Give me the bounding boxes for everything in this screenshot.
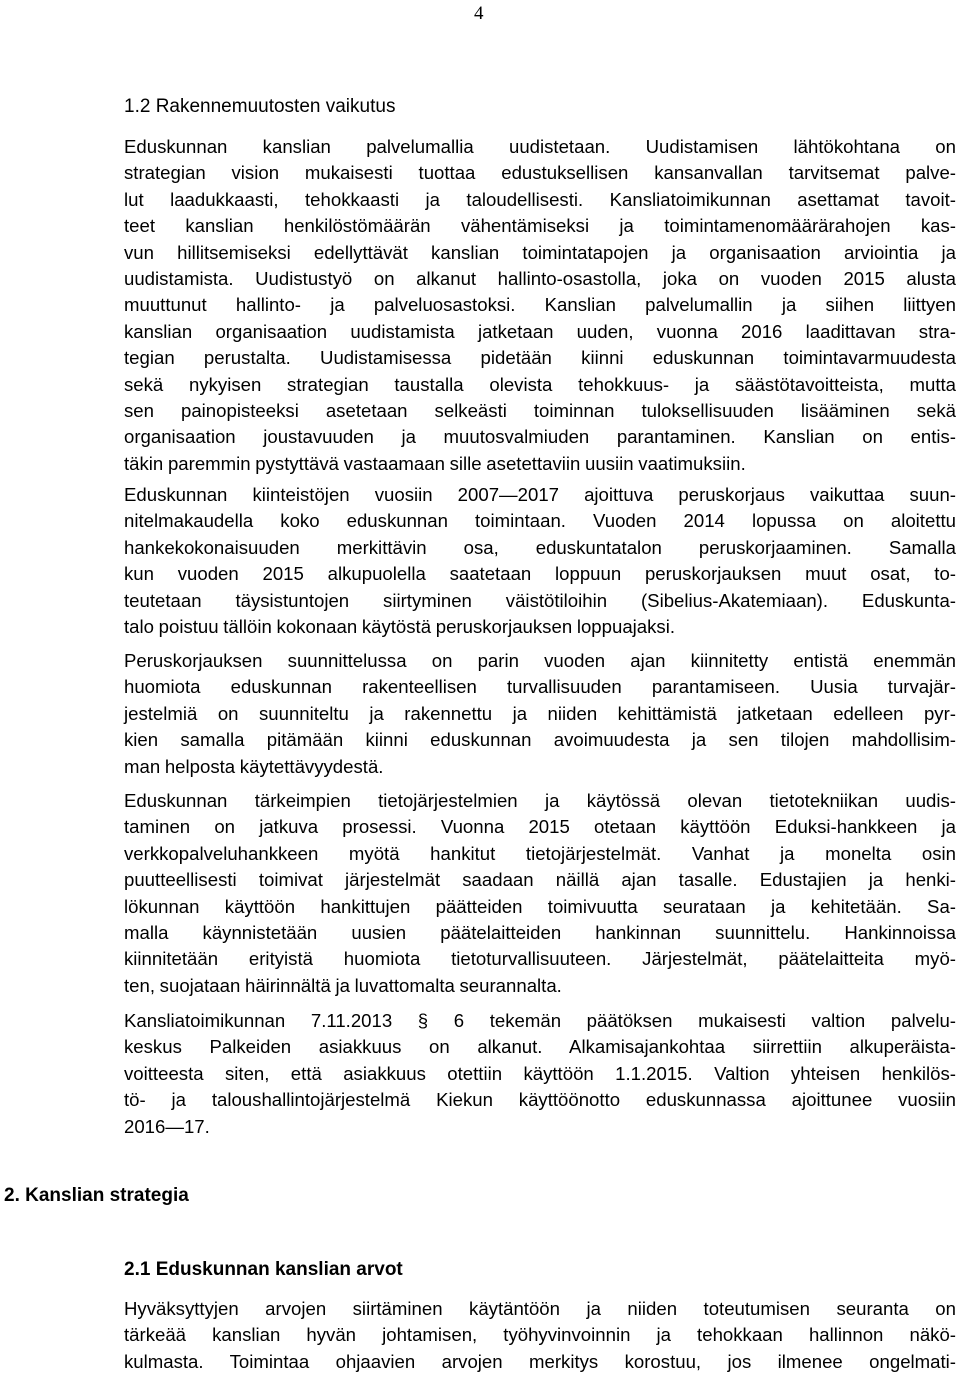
text-line: Eduskunnan tärkeimpien tietojärjestelmien ja käytössä olevan tietotekniikan uudis- (124, 790, 956, 811)
text-line: jestelmiä on suunniteltu ja rakennettu ja niiden kehittämistä jatketaan edelleen pyr- (124, 702, 956, 724)
paragraph (124, 648, 956, 780)
text-line: Eduskunnan kanslian palvelumallia uudistetaan. Uudistamisen lähtökohtana on (124, 136, 956, 157)
section-heading-1-2: 1.2 Rakennemuutosten vaikutus (124, 96, 396, 117)
text-line: huomiota eduskunnan rakenteellisen turvallisuuden parantamiseen. Uusia turvajär- (124, 676, 956, 698)
text-line: teutetaan täysistuntojen siirtyminen väistötiloihin (Sibelius-Akatemiaan). Eduskunta- (124, 589, 956, 611)
text-line: uudistamista. Uudistustyö on alkanut hallinto-osastolla, joka on vuoden 2015 alusta (124, 268, 956, 290)
text-line: kiinnitetään erityistä huomiota tietoturvallisuuteen. Järjestelmät, päätelaitteita myö- (124, 948, 956, 970)
text-line: lökunnan käyttöön hankittujen päätteiden toimivuutta seurataan ja kehitetään. Sa- (124, 895, 956, 917)
text-line: kien samalla pitämään kiinni eduskunnan avoimuudesta ja sen tilojen mahdollisim- (124, 729, 956, 751)
paragraph (124, 788, 956, 999)
text-line: Peruskorjauksen suunnittelussa on parin vuoden ajan kiinnitetty entistä enemmän (124, 650, 956, 671)
text-line: Eduskunnan kiinteistöjen vuosiin 2007—2017 ajoittuva peruskorjaus vaikuttaa suun- (124, 484, 956, 505)
text-line: talo poistuu tällöin kokonaan käytöstä peruskorjauksen loppuajaksi. (124, 616, 676, 638)
text-line: vun hillitsemiseksi edellyttävät kanslian toimintatapojen ja organisaation arviointia ja (124, 241, 956, 263)
text-line: puutteellisesti toimivat järjestelmät saadaan näillä ajan tasalle. Edustajien ja henki- (124, 869, 956, 891)
text-line: tärkeää kanslian hyvän johtamisen, työhyvinvoinnin ja tehokkaan hallinnon näkö- (124, 1324, 956, 1346)
text-line: Kansliatoimikunnan 7.11.2013 § 6 tekemän päätöksen mukaisesti valtion palvelu- (124, 1010, 956, 1031)
text-line: organisaation joustavuuden ja muutosvalmiuden parantaminen. Kanslian on entis- (124, 426, 956, 448)
paragraph (124, 134, 956, 477)
text-line: tö- ja taloushallintojärjestelmä Kiekun käyttöönotto eduskunnassa ajoittunee vuosiin (124, 1089, 956, 1111)
text-line: man helposta käytettävyydestä. (124, 755, 384, 777)
text-line: 2016—17. (124, 1115, 210, 1137)
text-line: voitteesta siten, että asiakkuus otettiin käyttöön 1.1.2015. Valtion yhteisen henkilös- (124, 1062, 956, 1084)
text-line: hankekokonaisuuden merkittävin osa, eduskuntatalon peruskorjaaminen. Samalla (124, 536, 956, 558)
text-line: muuttunut hallinto- ja palveluosastoksi. Kanslian palvelumallin ja siihen liittyen (124, 294, 956, 316)
text-line: täkin paremmin pystyttävä vastaamaan sille asetettaviin uusiin vaatimuksiin. (124, 452, 746, 474)
text-line: kanslian organisaation uudistamista jatketaan uuden, vuonna 2016 laadittavan stra- (124, 320, 956, 342)
text-line: strategian vision mukaisesti tuottaa edustuksellisen kansanvallan tarvitsemat palve- (124, 162, 956, 184)
text-line: tegian perustalta. Uudistamisessa pidetään kiinni eduskunnan toimintavarmuudesta (124, 347, 956, 369)
text-line: verkkopalveluhankkeen myötä hankitut tietojärjestelmät. Vanhat ja monelta osin (124, 842, 956, 864)
text-line: Hyväksyttyjen arvojen siirtäminen käytäntöön ja niiden toteutumisen seuranta on (124, 1298, 956, 1319)
section-heading-2-1: 2.1 Eduskunnan kanslian arvot (124, 1259, 403, 1280)
text-line: kulmasta. Toimintaa ohjaavien arvojen merkitys korostuu, jos ilmenee ongelmati- (124, 1350, 956, 1372)
text-line: sekä nykyisen strategian taustalla olevista tehokkuus- ja säästötavoitteista, mutta (124, 373, 956, 395)
paragraph (124, 1008, 956, 1140)
text-line: sen painopisteeksi asetetaan selkeästi toiminnan tuloksellisuuden lisääminen sekä (124, 400, 956, 422)
text-line: taminen on jatkuva prosessi. Vuonna 2015 otetaan käyttöön Eduksi-hankkeen ja (124, 816, 956, 838)
text-line: keskus Palkeiden asiakkuus on alkanut. Alkamisajankohtaa siirrettiin alkuperäista- (124, 1036, 956, 1058)
page-number: 4 (474, 3, 484, 24)
text-line: ten, suojataan häirinnältä ja luvattomalta seurannalta. (124, 974, 562, 996)
text-line: malla käynnistetään uusien päätelaitteiden hankinnan suunnittelu. Hankinnoissa (124, 922, 956, 944)
text-line: kun vuoden 2015 alkupuolella saatetaan loppuun peruskorjauksen muut osat, to- (124, 563, 956, 585)
section-heading-2: 2. Kanslian strategia (4, 1185, 189, 1206)
paragraph (124, 1296, 956, 1375)
text-line: teet kanslian henkilöstömäärän vähentämiseksi ja toimintamenomäärärahojen kas- (124, 215, 956, 237)
text-line: nitelmakaudella koko eduskunnan toimintaan. Vuoden 2014 lopussa on aloitettu (124, 510, 956, 532)
text-line: lut laadukkaasti, tehokkaasti ja taloudellisesti. Kansliatoimikunnan asettamat tavoit- (124, 188, 956, 210)
paragraph (124, 482, 956, 640)
